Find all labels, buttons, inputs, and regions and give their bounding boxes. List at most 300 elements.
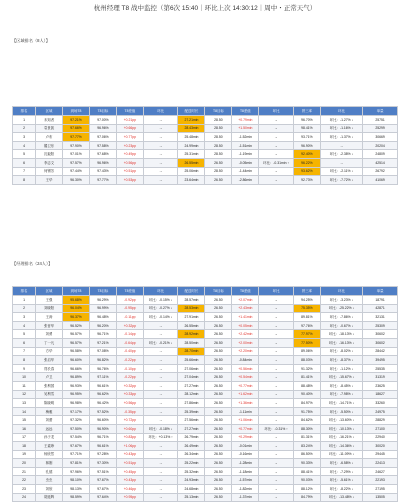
table-row <box>13 338 398 347</box>
cell-delivery-time: 25.39min <box>178 407 205 416</box>
table-row <box>13 356 398 365</box>
table-row <box>13 485 398 494</box>
cell-triple-mom: → <box>320 141 362 150</box>
cell-triple-mom: 环比：-25.22% ↓ <box>320 304 362 313</box>
table-row <box>13 116 398 125</box>
table-row <box>13 141 398 150</box>
cell-order-count: 30602 <box>363 330 398 339</box>
cell-t8-target: 96.71% <box>89 433 116 442</box>
col-header-t8-mom: 环比 <box>143 287 178 296</box>
cell-t8-target: 96.29% <box>89 296 116 305</box>
cell-triple-rate: 92.40% <box>293 150 320 159</box>
cell-triple-mom: 环比：-8.37% ↓ <box>320 356 362 365</box>
cell-triple-rate: 97.76% <box>293 321 320 330</box>
cell-triple-rate: 84.97% <box>293 399 320 408</box>
cell-triple-mom: 环比：-10.13% ↓ <box>320 424 362 433</box>
cell-time-mom: → <box>259 347 294 356</box>
col-header-rank: 排名 <box>13 107 36 116</box>
cell-t8-diff: +0.60pp <box>116 424 143 433</box>
cell-t8: 97.32% <box>63 416 90 425</box>
cell-time-diff: -0.05min <box>232 158 259 167</box>
cell-t8-mom: 环比：-0.27% ↓ <box>143 304 178 313</box>
cell-region: 卢布 <box>36 133 63 142</box>
cell-region: 孙子龙 <box>36 433 63 442</box>
cell-time-mom: → <box>259 493 294 502</box>
cell-time-mom: → <box>259 476 294 485</box>
cell-rank: 2 <box>13 124 36 133</box>
cell-t8: 98.10% <box>63 476 90 485</box>
cell-t8-diff: +0.51pp <box>116 167 143 176</box>
cell-order-count: 13505 <box>363 493 398 502</box>
cell-rank: 21 <box>13 467 36 476</box>
cell-t8-target: 97.43% <box>89 167 116 176</box>
cell-t8: 97.50% <box>63 424 90 433</box>
cell-t8: 95.68% <box>63 296 90 305</box>
col-header-order-count: 单量 <box>363 107 398 116</box>
cell-triple-rate: 86.50% <box>293 450 320 459</box>
cell-delivery-time: 26.34min <box>178 450 205 459</box>
col-header-t8-diff: T8差值 <box>116 287 143 296</box>
cell-time-target: 26.50 <box>205 321 232 330</box>
cell-time-target: 28.50 <box>205 124 232 133</box>
cell-region: 杨欣然 <box>36 450 63 459</box>
cell-t8: 97.96% <box>63 467 90 476</box>
cell-region: 刘欣 <box>36 485 63 494</box>
cell-t8: 97.21% <box>63 116 90 125</box>
cell-time-target: 26.50 <box>205 450 232 459</box>
cell-t8: 97.71% <box>63 450 90 459</box>
cell-triple-mom: 环比：-15.67% ↓ <box>320 373 362 382</box>
cell-t8: 96.52% <box>63 321 90 330</box>
col-header-time-target: T8目标 <box>205 287 232 296</box>
cell-region: 刘勇 <box>36 330 63 339</box>
cell-time-diff: -1.37min <box>232 493 259 502</box>
cell-triple-rate: 92.73% <box>293 176 320 185</box>
cell-rank: 23 <box>13 485 36 494</box>
cell-rank: 6 <box>13 158 36 167</box>
cell-time-diff: -0.16min <box>232 450 259 459</box>
table-row <box>13 424 398 433</box>
cell-order-count: 25535 <box>363 364 398 373</box>
cell-time-mom: → <box>259 330 294 339</box>
table-row <box>13 450 398 459</box>
cell-region: 王强 <box>36 296 63 305</box>
cell-t8-diff: -0.40pp <box>116 347 143 356</box>
cell-time-target: 28.50 <box>205 116 232 125</box>
cell-time-target: 26.50 <box>205 356 232 365</box>
cell-order-count: 30020 <box>363 442 398 451</box>
cell-t8-diff: +0.46pp <box>116 485 143 494</box>
cell-t8-target: 96.90% <box>89 424 116 433</box>
cell-t8-diff: +0.43pp <box>116 476 143 485</box>
cell-time-target: 26.50 <box>205 176 232 185</box>
cell-time-diff: -1.82min <box>232 485 259 494</box>
cell-time-diff: -1.52min <box>232 133 259 142</box>
cell-time-target: 28.50 <box>205 133 232 142</box>
cell-order-count: 28829 <box>363 416 398 425</box>
cell-time-target: 26.50 <box>205 381 232 390</box>
cell-delivery-time: 27.56min <box>178 416 205 425</box>
cell-triple-mom: 环比：-11.09% ↓ <box>320 450 362 459</box>
cell-order-count: 23625 <box>363 381 398 390</box>
cell-time-mom: → <box>259 467 294 476</box>
cell-t8-target: 96.61% <box>89 442 116 451</box>
cell-time-mom: → <box>259 124 294 133</box>
cell-delivery-time: 28.57min <box>178 296 205 305</box>
cell-delivery-time: 27.06min <box>178 364 205 373</box>
table-row <box>13 476 398 485</box>
cell-delivery-time: 28.50min <box>178 338 205 347</box>
cell-rank: 10 <box>13 373 36 382</box>
col-header-delivery-time: 配送时长 <box>178 287 205 296</box>
col-header-triple-rate: 拼三率 <box>293 287 320 296</box>
col-header-triple-mom: 环比 <box>320 287 362 296</box>
manager-ranking-label: 【经理排名（24人）】 <box>12 261 53 266</box>
cell-t8-diff: +0.83pp <box>116 433 143 442</box>
table-row <box>13 330 398 339</box>
cell-triple-mom: 环比：-1.37% ↓ <box>320 133 362 142</box>
cell-triple-rate: 93.62% <box>293 167 320 176</box>
cell-triple-rate: 90.33% <box>293 459 320 468</box>
cell-time-target: 26.50 <box>205 304 232 313</box>
table-row <box>13 416 398 425</box>
cell-t8: 98.59% <box>63 493 90 502</box>
cell-region: 张启华 <box>36 356 63 365</box>
cell-t8: 96.98% <box>63 399 90 408</box>
cell-triple-rate: 94.25% <box>293 296 320 305</box>
cell-time-diff: +2.43min <box>232 304 259 313</box>
cell-triple-mom: 环比：-3.23% ↓ <box>320 296 362 305</box>
cell-triple-mom: 环比：-7.98% ↓ <box>320 390 362 399</box>
cell-delivery-time: 28.43min <box>178 124 205 133</box>
cell-time-target: 26.50 <box>205 433 232 442</box>
cell-triple-rate: 88.48% <box>293 381 320 390</box>
cell-order-count: 25299 <box>363 124 398 133</box>
cell-time-mom: → <box>259 356 294 365</box>
cell-time-target: 26.50 <box>205 476 232 485</box>
cell-t8-diff: -0.11pp <box>116 313 143 322</box>
cell-region: 虫虫 <box>36 476 63 485</box>
cell-time-mom: → <box>259 313 294 322</box>
cell-order-count: 39495 <box>363 356 398 365</box>
cell-t8-mom: → <box>143 321 178 330</box>
cell-order-count: 41069 <box>363 176 398 185</box>
cell-triple-mom: 环比：-0.67% ↓ <box>320 321 362 330</box>
cell-t8-diff: -0.22pp <box>116 356 143 365</box>
cell-delivery-time: 27.91min <box>178 313 205 322</box>
cell-t8-target: 97.06% <box>89 133 116 142</box>
cell-t8-mom: → <box>143 476 178 485</box>
col-header-t8-mom: 环比 <box>143 107 178 116</box>
cell-delivery-time: 25.22min <box>178 459 205 468</box>
cell-rank: 12 <box>13 390 36 399</box>
cell-t8-mom: → <box>143 158 178 167</box>
col-header-t8-target: T8目标 <box>89 287 116 296</box>
cell-t8-mom: → <box>143 407 178 416</box>
cell-t8-target: 96.20% <box>89 321 116 330</box>
table-row <box>13 133 398 142</box>
cell-time-diff: -1.11min <box>232 407 259 416</box>
cell-t8-mom: → <box>143 467 178 476</box>
cell-delivery-time: 25.32min <box>178 467 205 476</box>
cell-rank: 17 <box>13 433 36 442</box>
cell-delivery-time: 27.04min <box>178 373 205 382</box>
cell-t8: 96.66% <box>63 364 90 373</box>
cell-t8-diff: +0.32pp <box>116 381 143 390</box>
cell-rank: 3 <box>13 313 36 322</box>
table-row <box>13 381 398 390</box>
cell-triple-rate: 81.41% <box>293 373 320 382</box>
cell-order-count: 22413 <box>363 459 398 468</box>
cell-region: 陈晓明 <box>36 399 63 408</box>
cell-time-diff: -1.51min <box>232 141 259 150</box>
cell-t8-mom: 环比：-0.18% ↓ <box>143 424 178 433</box>
cell-delivery-time: 24.99min <box>178 141 205 150</box>
cell-time-target: 26.50 <box>205 330 232 339</box>
cell-t8: 97.77% <box>63 133 90 142</box>
cell-t8-mom: → <box>143 116 178 125</box>
cell-triple-mom: 环比：-5.50% ↓ <box>320 407 362 416</box>
cell-triple-mom: 环比：-8.22% ↓ <box>320 485 362 494</box>
cell-time-diff: +1.41min <box>232 313 259 322</box>
cell-triple-mom: 环比：-5.61% ↓ <box>320 476 362 485</box>
cell-t8-diff: +1.06pp <box>116 442 143 451</box>
cell-t8-target: 96.42% <box>89 399 116 408</box>
cell-region: 刘蕾 <box>36 416 63 425</box>
cell-time-mom: → <box>259 373 294 382</box>
manager-ranking-table <box>12 286 398 502</box>
cell-t8-mom: → <box>143 141 178 150</box>
cell-delivery-time: 24.68min <box>178 485 205 494</box>
cell-order-count: 33260 <box>363 399 398 408</box>
table-header-row <box>13 287 398 296</box>
cell-t8-mom: → <box>143 167 178 176</box>
col-header-triple-mom: 环比 <box>320 107 362 116</box>
cell-delivery-time: 27.21min <box>178 116 205 125</box>
cell-time-target: 26.50 <box>205 442 232 451</box>
cell-rank: 13 <box>13 399 36 408</box>
cell-region: 王素珍 <box>36 442 63 451</box>
cell-triple-rate: 88.30% <box>293 424 320 433</box>
cell-triple-mom: 环比：-16.13% ↓ <box>320 338 362 347</box>
cell-order-count: 32131 <box>363 313 398 322</box>
cell-rank: 7 <box>13 347 36 356</box>
cell-triple-mom: 环比：-18.13% ↓ <box>320 330 362 339</box>
cell-region: 卢卫 <box>36 373 63 382</box>
col-header-time-mom: 环比 <box>259 107 294 116</box>
cell-region: 滕卫东 <box>36 141 63 150</box>
cell-t8-target: 97.67% <box>89 485 116 494</box>
cell-time-diff: +2.07min <box>232 296 259 305</box>
cell-region: 孔德 <box>36 467 63 476</box>
cell-rank: 4 <box>13 141 36 150</box>
cell-time-diff: -0.01min <box>232 442 259 451</box>
table-row <box>13 176 398 185</box>
cell-t8-target: 96.71% <box>89 330 116 339</box>
cell-time-target: 26.50 <box>205 467 232 476</box>
cell-time-diff: -1.19min <box>232 150 259 159</box>
cell-region: 未知者 <box>36 116 63 125</box>
table-row <box>13 407 398 416</box>
cell-t8-mom: → <box>143 330 178 339</box>
col-header-triple-rate: 拼三率 <box>293 107 320 116</box>
cell-t8-target: 97.68% <box>89 150 116 159</box>
cell-time-target: 26.50 <box>205 407 232 416</box>
cell-t8-target: 97.58% <box>89 141 116 150</box>
cell-order-count: 18627 <box>363 390 398 399</box>
cell-time-mom: 环比：-0.31% ↑ <box>259 424 294 433</box>
cell-t8-target: 96.96% <box>89 124 116 133</box>
table-row <box>13 364 398 373</box>
cell-triple-mom: 环比：-1.27% ↓ <box>320 116 362 125</box>
cell-t8-diff: +0.72pp <box>116 416 143 425</box>
cell-delivery-time: 27.27min <box>178 381 205 390</box>
cell-triple-mom: 环比：-7.72% ↓ <box>320 176 362 185</box>
cell-rank: 9 <box>13 364 36 373</box>
col-header-t8-diff: T8差值 <box>116 107 143 116</box>
cell-region: 远远 <box>36 424 63 433</box>
cell-triple-rate: 96.70% <box>293 116 320 125</box>
cell-triple-mom: 环比：-1.12% ↓ <box>320 364 362 373</box>
cell-triple-rate: 91.32% <box>293 364 320 373</box>
cell-t8-mom: 环比：-0.14% ↓ <box>143 313 178 322</box>
cell-time-mom: → <box>259 176 294 185</box>
cell-t8-diff: -0.92pp <box>116 296 143 305</box>
table-row <box>13 442 398 451</box>
cell-time-diff: +1.36min <box>232 399 259 408</box>
table-row <box>13 399 398 408</box>
col-header-t8: 到场T8 <box>63 107 90 116</box>
cell-t8-diff: +0.49pp <box>116 150 143 159</box>
cell-triple-rate: 89.81% <box>293 313 320 322</box>
table-row <box>13 313 398 322</box>
cell-time-diff: -1.57min <box>232 476 259 485</box>
col-header-t8: 到场T8 <box>63 287 90 296</box>
cell-t8-target: 97.77% <box>89 176 116 185</box>
cell-order-count: 42514 <box>363 158 398 167</box>
cell-time-diff: -1.28min <box>232 459 259 468</box>
cell-t8: 96.89% <box>63 373 90 382</box>
cell-time-target: 26.50 <box>205 373 232 382</box>
cell-delivery-time: 24.93min <box>178 476 205 485</box>
cell-t8-diff: +0.51pp <box>116 459 143 468</box>
cell-time-mom: → <box>259 450 294 459</box>
cell-time-mom: → <box>259 150 294 159</box>
table-row <box>13 373 398 382</box>
cell-time-diff: +0.77min <box>232 381 259 390</box>
cell-triple-mom: 环比：-6.58% ↓ <box>320 459 362 468</box>
cell-region: 郑长春 <box>36 364 63 373</box>
cell-delivery-time: 25.06min <box>178 167 205 176</box>
cell-region: 袁世凯 <box>36 124 63 133</box>
col-header-region: 区域 <box>36 287 63 296</box>
cell-t8-diff: -0.95pp <box>116 304 143 313</box>
cell-time-target: 26.50 <box>205 390 232 399</box>
cell-order-count: 25751 <box>363 116 398 125</box>
cell-region: 张晋华 <box>36 321 63 330</box>
cell-time-mom: → <box>259 116 294 125</box>
cell-triple-rate: 88.03% <box>293 356 320 365</box>
cell-t8: 97.66% <box>63 124 90 133</box>
cell-t8: 97.44% <box>63 167 90 176</box>
cell-region: 方华 <box>36 347 63 356</box>
cell-time-target: 26.50 <box>205 347 232 356</box>
table-header-row <box>13 107 398 116</box>
cell-rank: 18 <box>13 442 36 451</box>
cell-t8: 97.67% <box>63 442 90 451</box>
cell-t8-diff: -0.22pp <box>116 373 143 382</box>
cell-t8-target: 97.67% <box>89 476 116 485</box>
cell-t8: 96.37% <box>63 313 90 322</box>
cell-triple-rate: 89.06% <box>293 347 320 356</box>
cell-triple-rate: 88.12% <box>293 485 320 494</box>
cell-rank: 5 <box>13 150 36 159</box>
cell-t8-diff: +0.33pp <box>116 390 143 399</box>
cell-triple-mom: 环比：-1.16% ↓ <box>320 124 362 133</box>
cell-order-count: 30602 <box>363 338 398 347</box>
cell-t8-diff: +0.45pp <box>116 467 143 476</box>
cell-t8-target: 96.82% <box>89 356 116 365</box>
cell-triple-mom: 环比：-14.71% ↓ <box>320 399 362 408</box>
cell-triple-rate: 91.75% <box>293 407 320 416</box>
cell-t8-target: 97.64% <box>89 493 116 502</box>
cell-time-target: 28.50 <box>205 150 232 159</box>
cell-time-target: 26.50 <box>205 364 232 373</box>
cell-time-target: 26.50 <box>205 313 232 322</box>
cell-order-count: 31319 <box>363 373 398 382</box>
cell-t8-mom: → <box>143 381 178 390</box>
cell-delivery-time: 26.79min <box>178 433 205 442</box>
cell-rank: 22 <box>13 476 36 485</box>
cell-rank: 20 <box>13 459 36 468</box>
cell-order-count: 26792 <box>363 167 398 176</box>
cell-triple-mom: → <box>320 158 362 167</box>
cell-time-mom: 环比：-0.31min ↑ <box>259 158 294 167</box>
col-header-delivery-time: 配送时长 <box>178 107 205 116</box>
cell-rank: 19 <box>13 450 36 459</box>
cell-t8-target: 96.60% <box>89 416 116 425</box>
cell-time-mom: → <box>259 459 294 468</box>
cell-region: 刘晓阳 <box>36 304 63 313</box>
col-header-time-mom: 环比 <box>259 287 294 296</box>
cell-t8-mom: → <box>143 485 178 494</box>
cell-order-count: 20204 <box>363 141 398 150</box>
cell-t8-target: 96.96% <box>89 158 116 167</box>
cell-t8-diff: -0.35pp <box>116 407 143 416</box>
cell-t8-mom: → <box>143 390 178 399</box>
page-title: 杭州经理 T8 战中监控（第6次 15:40｜环比上次 14:30:12｜周中・正常天气） <box>93 5 317 12</box>
cell-t8-mom: → <box>143 416 178 425</box>
cell-t8: 97.17% <box>63 407 90 416</box>
cell-t8-target: 96.99% <box>89 304 116 313</box>
cell-delivery-time: 26.49min <box>178 442 205 451</box>
cell-t8-mom: → <box>143 450 178 459</box>
cell-t8: 96.57% <box>63 338 90 347</box>
col-header-t8-target: T8目标 <box>89 107 116 116</box>
cell-order-count: 22193 <box>363 476 398 485</box>
cell-triple-rate: 93.71% <box>293 133 320 142</box>
cell-delivery-time: 25.31min <box>178 150 205 159</box>
cell-rank: 8 <box>13 176 36 185</box>
cell-time-diff: +2.20min <box>232 347 259 356</box>
cell-triple-rate: 77.50% <box>293 338 320 347</box>
cell-triple-mom: 环比：-2.38% ↓ <box>320 150 362 159</box>
cell-rank: 14 <box>13 407 36 416</box>
cell-order-count: 24809 <box>363 150 398 159</box>
cell-time-diff: +0.77min <box>232 424 259 433</box>
table-row <box>13 321 398 330</box>
table-row <box>13 493 398 502</box>
